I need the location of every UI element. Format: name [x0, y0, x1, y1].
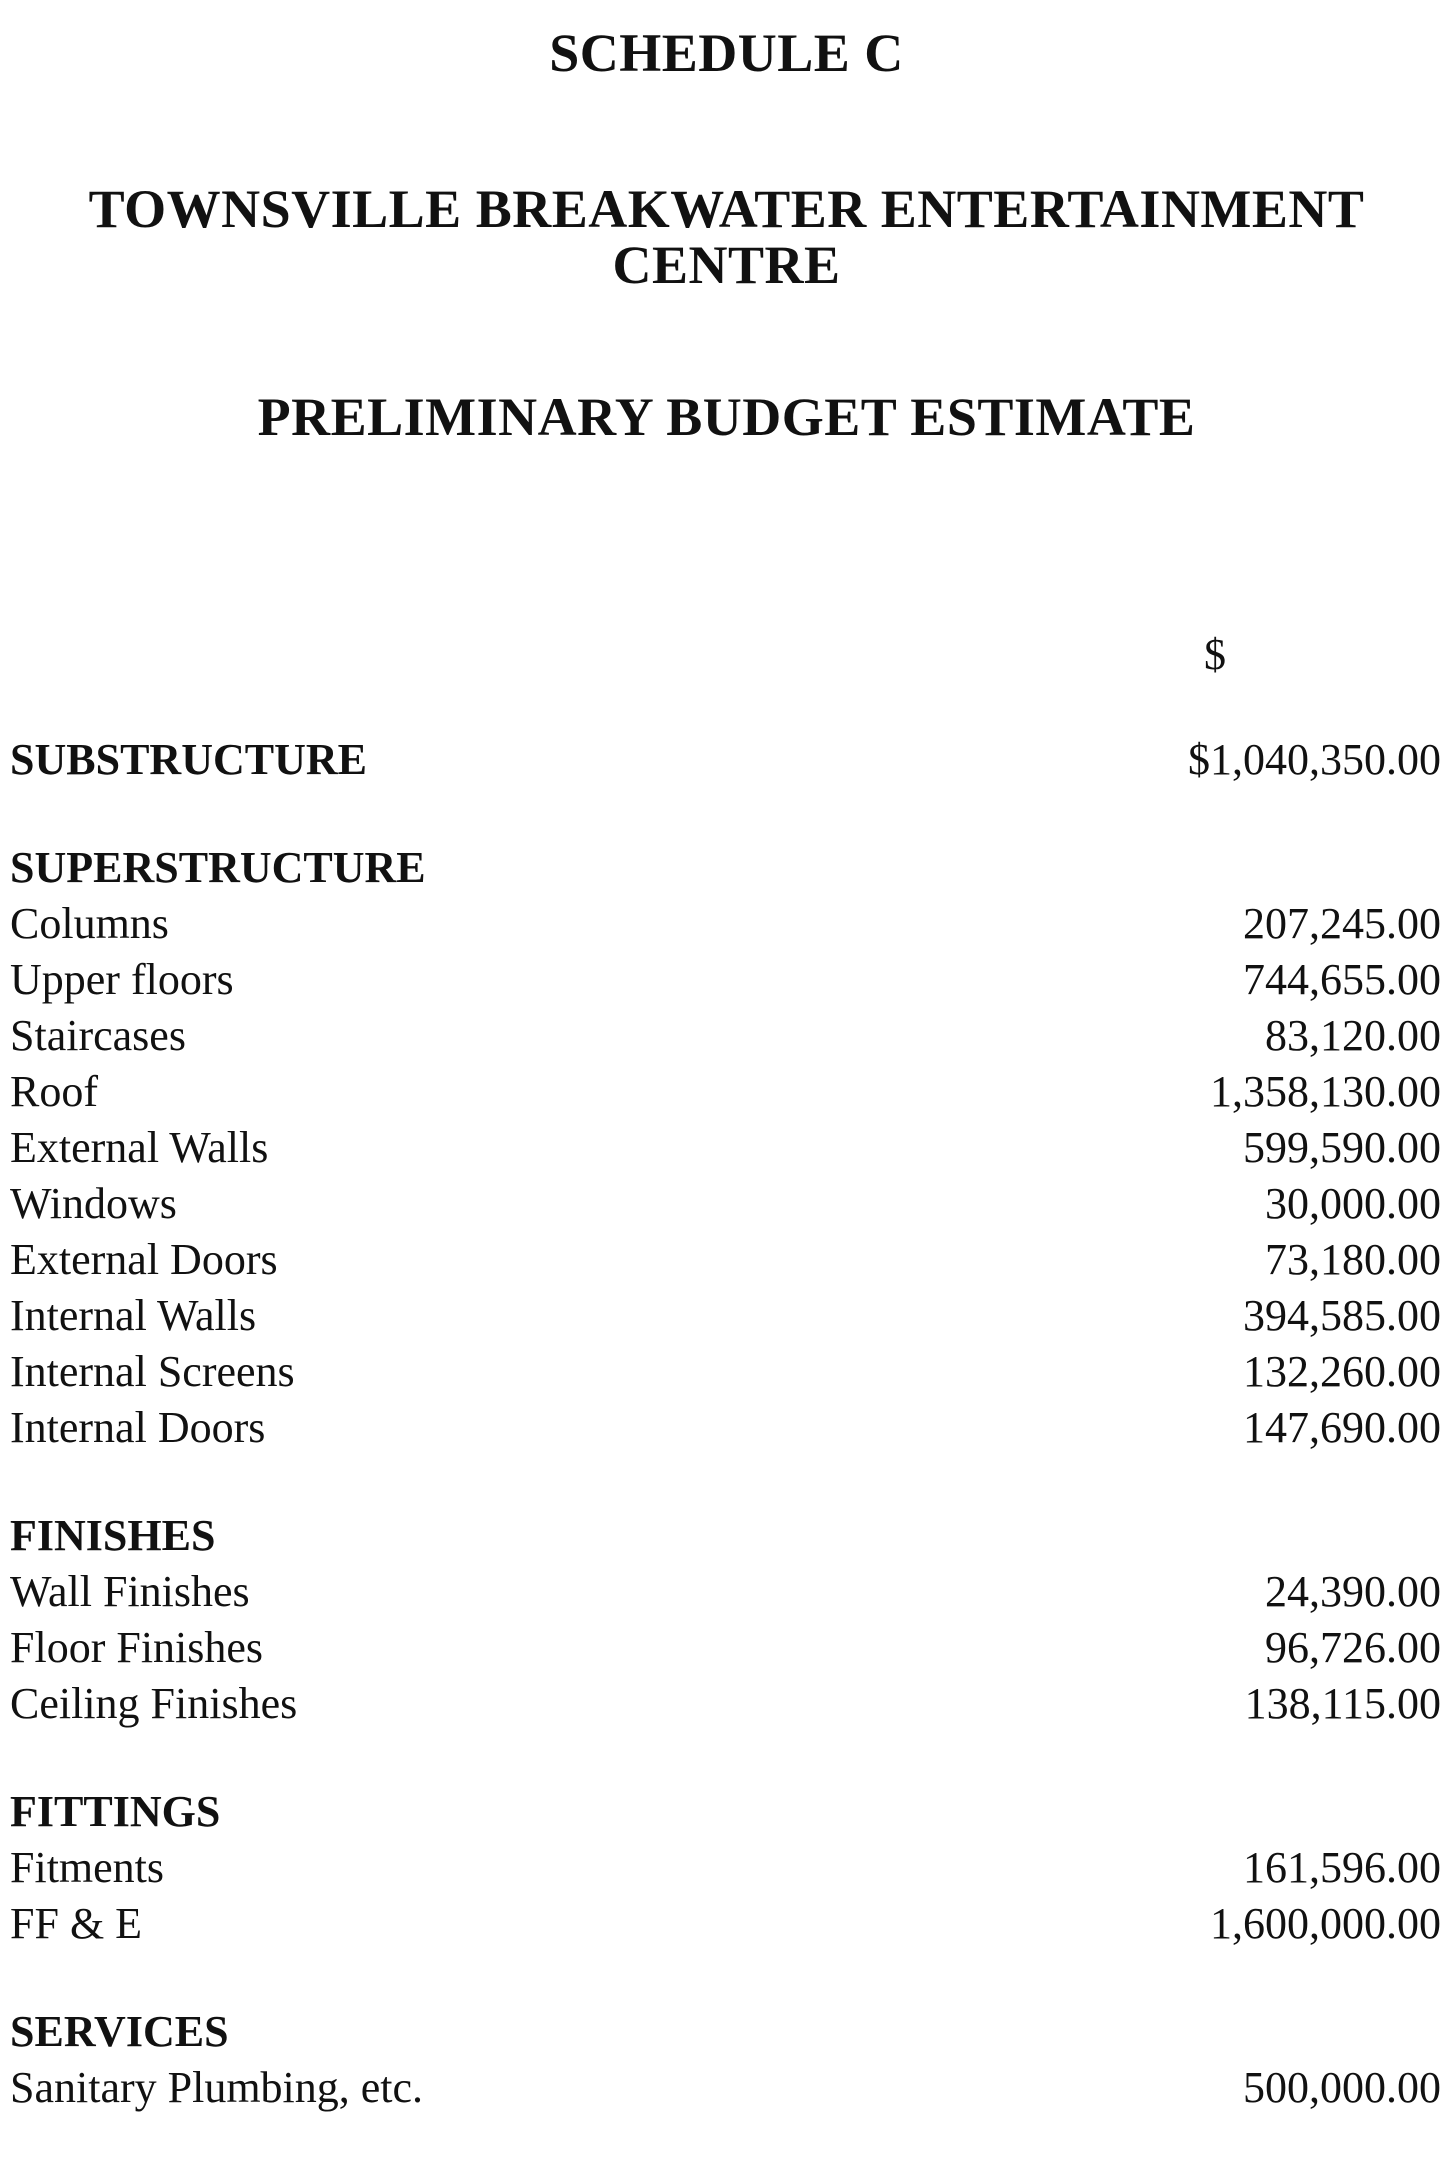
line-item-amount: 1,600,000.00: [1210, 1899, 1441, 1948]
line-item-amount: 394,585.00: [1243, 1291, 1441, 1340]
line-item-label: Roof: [10, 1067, 98, 1116]
line-item-row: [10, 1620, 1441, 1676]
line-item-amount: 83,120.00: [1265, 1011, 1441, 1060]
line-item-amount: 744,655.00: [1243, 955, 1441, 1004]
section-heading-row: [10, 840, 1441, 896]
line-item-row: [10, 1176, 1441, 1232]
line-item-label: External Doors: [10, 1235, 278, 1284]
budget-table: [10, 732, 1441, 2116]
line-item-amount: 73,180.00: [1265, 1235, 1441, 1284]
line-item-amount: 161,596.00: [1243, 1843, 1441, 1892]
line-item-row: [10, 1400, 1441, 1456]
section-heading: FINISHES: [10, 1511, 216, 1560]
line-item-label: Internal Walls: [10, 1291, 257, 1340]
schedule-title: SCHEDULE C: [549, 23, 904, 83]
section-heading-row: [10, 732, 1441, 788]
line-item-row: [10, 1896, 1441, 1952]
line-item-amount: $1,040,350.00: [1188, 735, 1441, 784]
section-heading: SUPERSTRUCTURE: [10, 843, 426, 892]
line-item-label: Upper floors: [10, 955, 234, 1004]
line-item-label: Floor Finishes: [10, 1623, 264, 1672]
section-heading: SUBSTRUCTURE: [10, 735, 367, 784]
line-item-row: [10, 1676, 1441, 1732]
section-heading-row: [10, 1508, 1441, 1564]
line-item-amount: 30,000.00: [1265, 1179, 1441, 1228]
line-item-label: Wall Finishes: [10, 1567, 250, 1616]
line-item-label: External Walls: [10, 1123, 269, 1172]
line-item-amount: 207,245.00: [1243, 899, 1441, 948]
line-item-label: Columns: [10, 899, 169, 948]
line-item-label: Internal Doors: [10, 1403, 266, 1452]
line-item-amount: 1,358,130.00: [1210, 1067, 1441, 1116]
document-subtitle: PRELIMINARY BUDGET ESTIMATE: [257, 387, 1196, 447]
line-item-label: Sanitary Plumbing, etc.: [10, 2063, 424, 2112]
line-item-amount: 599,590.00: [1243, 1123, 1441, 1172]
line-item-label: Internal Screens: [10, 1347, 295, 1396]
line-item-amount: 500,000.00: [1243, 2063, 1441, 2112]
currency-column-header: $: [1204, 630, 1226, 679]
line-item-row: [10, 1008, 1441, 1064]
project-title-line-2: CENTRE: [612, 235, 841, 295]
line-item-label: Ceiling Finishes: [10, 1679, 298, 1728]
line-item-label: Staircases: [10, 1011, 186, 1060]
line-item-row: [10, 952, 1441, 1008]
line-item-row: [10, 1120, 1441, 1176]
line-item-row: [10, 1344, 1441, 1400]
section-heading-row: [10, 2004, 1441, 2060]
line-item-row: [10, 1840, 1441, 1896]
line-item-row: [10, 896, 1441, 952]
line-item-row: [10, 2060, 1441, 2116]
line-item-row: [10, 1288, 1441, 1344]
section-heading-row: [10, 1784, 1441, 1840]
line-item-label: Fitments: [10, 1843, 165, 1892]
line-item-row: [10, 1564, 1441, 1620]
section-heading: SERVICES: [10, 2007, 229, 2056]
line-item-label: FF & E: [10, 1899, 143, 1948]
line-item-amount: 96,726.00: [1265, 1623, 1441, 1672]
line-item-amount: 138,115.00: [1244, 1679, 1441, 1728]
project-title-line-1: TOWNSVILLE BREAKWATER ENTERTAINMENT: [88, 179, 1365, 239]
line-item-amount: 147,690.00: [1243, 1403, 1441, 1452]
section-heading: FITTINGS: [10, 1787, 221, 1836]
line-item-row: [10, 1232, 1441, 1288]
line-item-row: [10, 1064, 1441, 1120]
line-item-amount: 132,260.00: [1243, 1347, 1441, 1396]
line-item-label: Windows: [10, 1179, 177, 1228]
line-item-amount: 24,390.00: [1265, 1567, 1441, 1616]
